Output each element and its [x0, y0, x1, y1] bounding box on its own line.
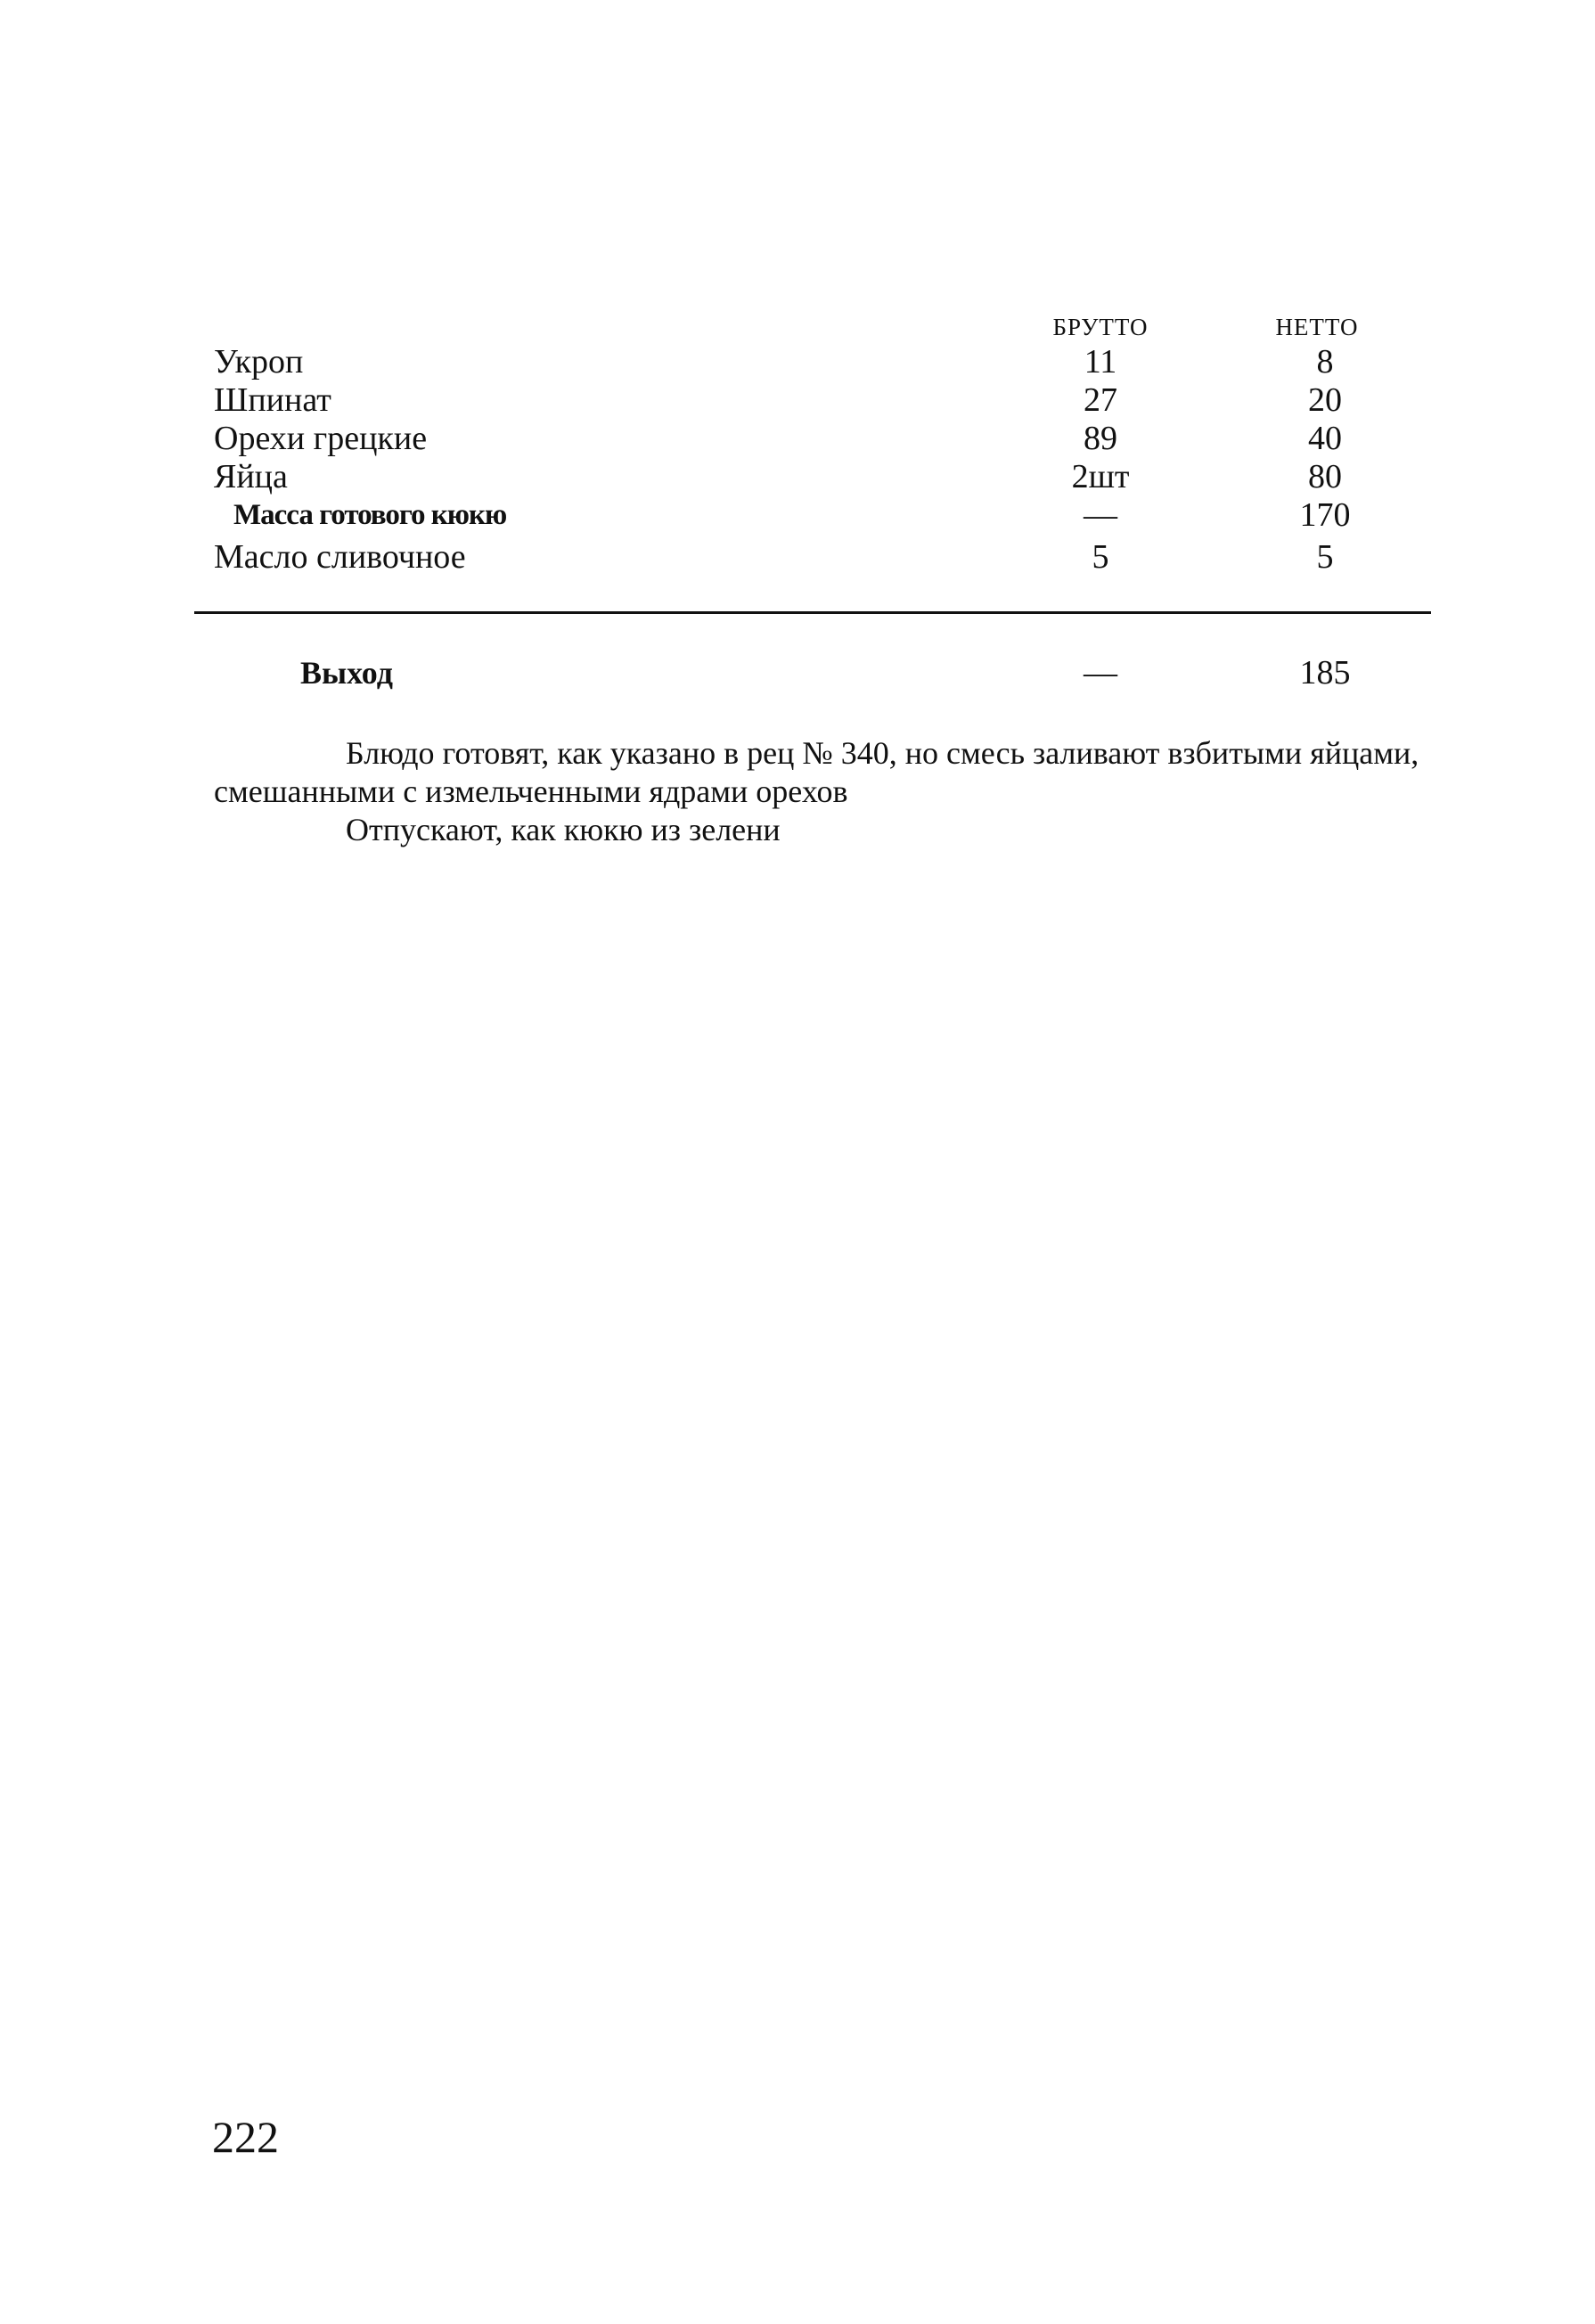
ingredient-name: Орехи грецкие: [214, 420, 428, 457]
netto-value: 40: [1308, 420, 1342, 457]
brutto-value: 11: [1084, 343, 1117, 381]
serving-paragraph: [214, 811, 1435, 849]
column-header-netto: НЕТТО: [1275, 314, 1359, 340]
output-row: [0, 652, 1595, 693]
table-row: [0, 420, 1595, 458]
brutto-value: 5: [1092, 538, 1109, 576]
output-label: Выход: [300, 655, 393, 691]
brutto-value: —: [1084, 496, 1117, 534]
netto-value: 170: [1299, 496, 1351, 534]
ingredient-name: Укроп: [214, 343, 304, 381]
ingredient-name: Яйца: [214, 458, 288, 495]
serving-text: Отпускают, как кюкю из зелени: [346, 812, 781, 847]
table-row: [0, 381, 1595, 420]
output-netto-value: 185: [1299, 654, 1351, 691]
page-number: 222: [212, 2112, 279, 2162]
table-row: [0, 538, 1595, 577]
instructions-paragraph: [214, 734, 1435, 811]
instructions-text: Блюдо готовят, как указано в рец № 340, но смесь заливают взбитыми яйцами, смешанными с измельченными ядрами орехов: [214, 735, 1419, 809]
column-header-brutto: БРУТТО: [1052, 314, 1149, 340]
table-row: [0, 458, 1595, 496]
netto-value: 5: [1316, 538, 1334, 576]
output-brutto-value: —: [1084, 654, 1117, 691]
subtotal-label: Масса готового кюкю: [233, 499, 507, 531]
netto-value: 8: [1316, 343, 1334, 381]
brutto-value: 89: [1084, 420, 1117, 457]
table-row: [0, 343, 1595, 381]
ingredient-name: Масло сливочное: [214, 538, 466, 576]
netto-value: 20: [1308, 381, 1342, 419]
brutto-value: 2шт: [1071, 458, 1130, 495]
netto-value: 80: [1308, 458, 1342, 495]
brutto-value: 27: [1084, 381, 1117, 419]
table-row-subtotal: [0, 496, 1595, 535]
ingredient-name: Шпинат: [214, 381, 331, 419]
table-divider: [194, 611, 1431, 614]
